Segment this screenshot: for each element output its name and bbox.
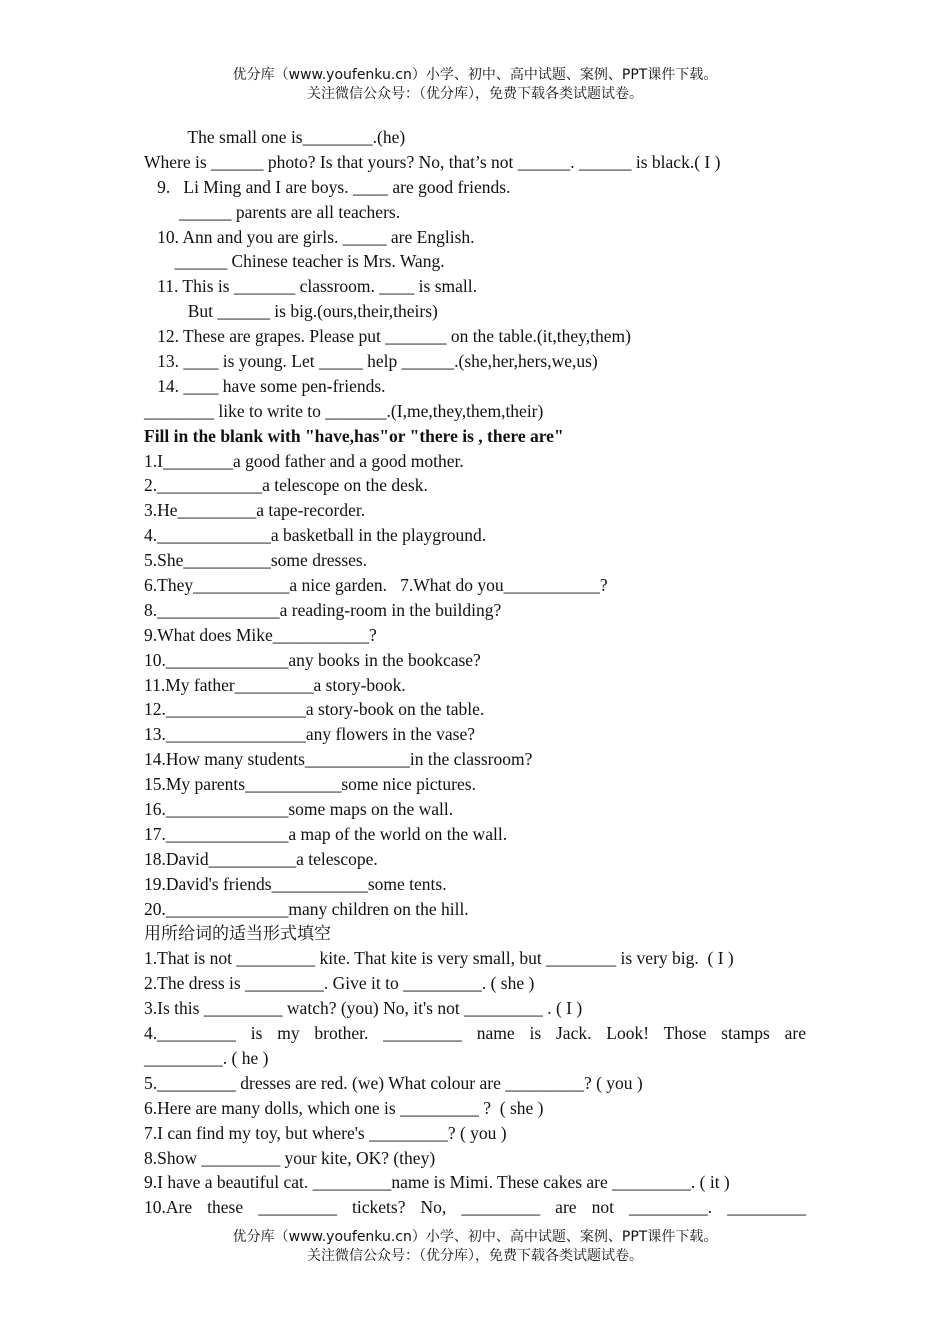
header-line-1: 优分库（www.youfenku.cn）小学、初中、高中试题、案例、PPT课件下载。 xyxy=(232,67,718,83)
question-line: 6.They___________a nice garden. 7.What do you___________? xyxy=(144,575,608,596)
question-line: 3.Is this _________ watch? (you) No, it's not _________ . ( I ) xyxy=(144,998,583,1019)
question-line: 2.____________a telescope on the desk. xyxy=(144,475,428,496)
question-line: 8.______________a reading-room in the building? xyxy=(144,599,502,620)
text-line: ______ Chinese teacher is Mrs. Wang. xyxy=(144,251,445,272)
question-line: 9.What does Mike___________? xyxy=(144,624,377,645)
text-line: _________. ( he ) xyxy=(144,1047,269,1068)
question-line: 9. Li Ming and I are boys. ____ are good friends. xyxy=(144,176,511,197)
question-line: 13.________________any flowers in the vase? xyxy=(144,724,475,745)
footer-line-1: 优分库（www.youfenku.cn）小学、初中、高中试题、案例、PPT课件下载。 xyxy=(232,1229,718,1245)
text-line: ________ like to write to _______.(I,me,they,them,their) xyxy=(144,400,544,421)
question-line: 17.______________a map of the world on the wall. xyxy=(144,823,508,844)
question-line: 5.She__________some dresses. xyxy=(144,550,368,571)
question-line: 14. ____ have some pen-friends. xyxy=(144,375,386,396)
question-line: 3.He_________a tape-recorder. xyxy=(144,500,366,521)
question-line: 11.My father_________a story-book. xyxy=(144,674,406,695)
question-line: 4._________ is my brother. _________ name is Jack. Look! Those stamps are xyxy=(144,1023,806,1044)
question-line: 13. ____ is young. Let _____ help ______.(she,her,hers,we,us) xyxy=(144,351,598,372)
question-line: 6.Here are many dolls, which one is _________ ? ( she ) xyxy=(144,1097,544,1118)
text-line: But ______ is big.(ours,their,theirs) xyxy=(144,301,438,322)
question-line: 18.David__________a telescope. xyxy=(144,848,378,869)
question-line: 9.I have a beautiful cat. _________name is Mimi. These cakes are _________. ( it ) xyxy=(144,1172,730,1193)
question-line: 10. Ann and you are girls. _____ are English. xyxy=(144,226,475,247)
section-heading: Fill in the blank with "have,has"or "there is , there are" xyxy=(144,425,564,446)
question-line: 4._____________a basketball in the playground. xyxy=(144,525,487,546)
page-header xyxy=(0,66,950,104)
question-line: 12. These are grapes. Please put _______ on the table.(it,they,them) xyxy=(144,326,631,347)
footer-line-2: 关注微信公众号：（优分库），免费下载各类试题试卷。 xyxy=(307,1248,643,1264)
question-line: 12.________________a story-book on the table. xyxy=(144,699,485,720)
question-line: 5._________ dresses are red. (we) What colour are _________? ( you ) xyxy=(144,1072,643,1093)
question-line: 15.My parents___________some nice pictures. xyxy=(144,774,476,795)
worksheet-body xyxy=(144,125,806,1220)
question-line: 10.______________any books in the bookcase? xyxy=(144,649,481,670)
text-line: The small one is________.(he) xyxy=(144,127,406,147)
text-line: Where is ______ photo? Is that yours? No, that’s not ______. ______ is black.( I ) xyxy=(144,151,721,172)
question-line: 20.______________many children on the hill. xyxy=(144,898,469,919)
question-line: 14.How many students____________in the classroom? xyxy=(144,749,533,770)
question-line: 11. This is _______ classroom. ____ is small. xyxy=(144,276,477,297)
question-line: 8.Show _________ your kite, OK? (they) xyxy=(144,1147,436,1168)
page-footer xyxy=(0,1228,950,1266)
question-line: 10.Are these _________ tickets? No, _________ are not _________. _________ xyxy=(144,1197,806,1218)
question-line: 16.______________some maps on the wall. xyxy=(144,799,454,820)
question-line: 7.I can find my toy, but where's _________? ( you ) xyxy=(144,1122,507,1143)
header-line-2: 关注微信公众号：（优分库），免费下载各类试题试卷。 xyxy=(307,86,643,102)
question-line: 1.I________a good father and a good mother. xyxy=(144,450,464,471)
question-line: 19.David's friends___________some tents. xyxy=(144,873,447,894)
section-heading-cn: 用所给词的适当形式填空 xyxy=(144,923,331,944)
question-line: 1.That is not _________ kite. That kite is very small, but ________ is very big. ( I ) xyxy=(144,948,734,969)
question-line: 2.The dress is _________. Give it to _________. ( she ) xyxy=(144,973,535,994)
text-line: ______ parents are all teachers. xyxy=(144,201,401,222)
